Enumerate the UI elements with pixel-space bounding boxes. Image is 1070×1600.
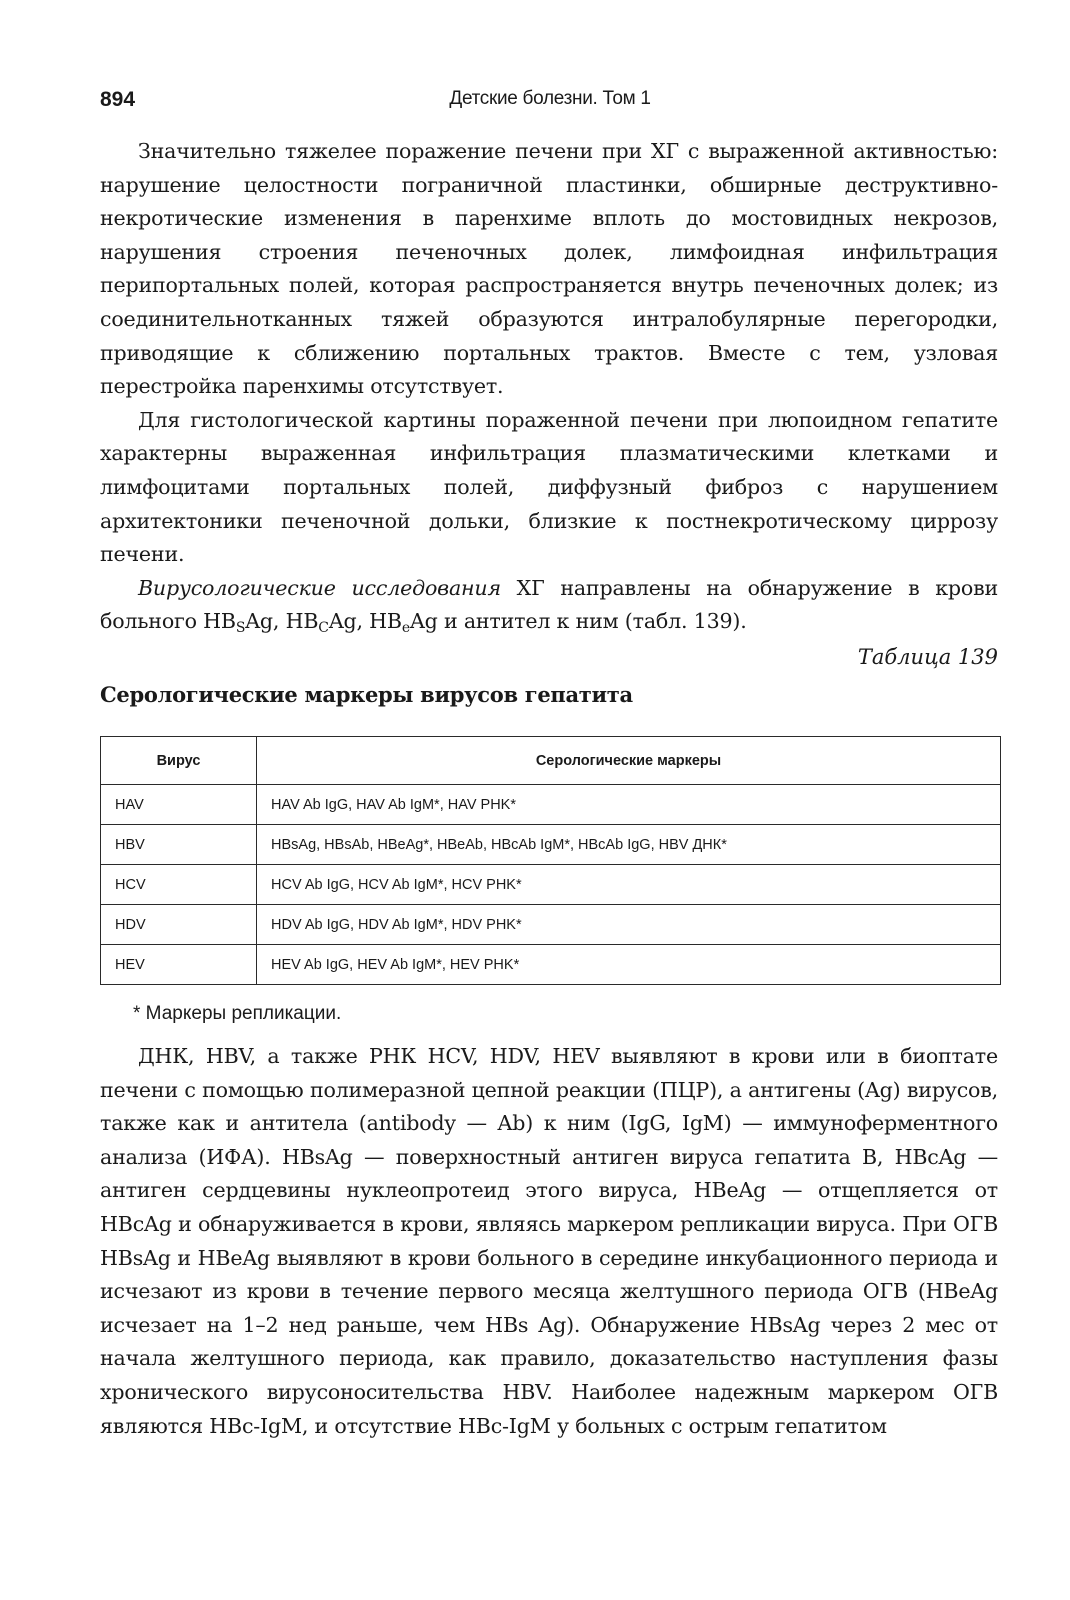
virus-cell: HAV bbox=[101, 785, 257, 825]
virology-text-4: Ag и антител к ним (табл. 139). bbox=[409, 609, 747, 634]
text-block-top bbox=[100, 135, 998, 639]
running-title: Детские болезни. Том 1 bbox=[449, 88, 651, 109]
virology-sub-e: e bbox=[401, 620, 410, 637]
table-label: Таблица 139 bbox=[857, 645, 998, 669]
table-header-row bbox=[101, 737, 1001, 785]
page-number: 894 bbox=[100, 88, 136, 111]
table-row bbox=[101, 865, 1001, 905]
markers-cell: HCV Ab IgG, HCV Ab IgM*, HCV PHK* bbox=[257, 865, 1001, 905]
markers-cell: HBsAg, HBsAb, HBeAg*, HBeAb, HBcAb IgM*, HBcAb IgG, HBV ДНК* bbox=[257, 825, 1001, 865]
virus-cell: HEV bbox=[101, 945, 257, 985]
virus-cell: HDV bbox=[101, 905, 257, 945]
table-title: Серологические маркеры вирусов гепатита bbox=[100, 682, 633, 707]
markers-cell: HAV Ab IgG, HAV Ab IgM*, HAV PHK* bbox=[257, 785, 1001, 825]
virology-italic-lead: Вирусологические исследования bbox=[138, 575, 501, 600]
virology-sub-s: S bbox=[235, 620, 246, 637]
virology-sub-c: C bbox=[318, 620, 329, 637]
page-header bbox=[100, 88, 1000, 118]
table-row bbox=[101, 825, 1001, 865]
table-row bbox=[101, 905, 1001, 945]
text-block-bottom bbox=[100, 1040, 998, 1443]
paragraph-chronic-hepatitis: Значительно тяжелее поражение печени при ХГ с выраженной активностью: нарушение целостности пограничной пластинки, обширные деструктивно-некротические изменения в паренхиме вплоть до мостовидных некрозов, нарушения строения печеночных долек, лимфоидная инфильтрация перипортальных полей, которая распространяется внутрь печеночных долек; из соединительнотканных тяжей образуются интралобулярные перегородки, приводящие к сближению портальных трактов. Вместе с тем, узловая перестройка паренхимы отсутствует. bbox=[100, 139, 998, 399]
markers-cell: HDV Ab IgG, HDV Ab IgM*, HDV PHK* bbox=[257, 905, 1001, 945]
paragraph-lupoid-hepatitis: Для гистологической картины пораженной печени при люпоидном гепатите характерны выраженная инфильтрация плазматическими клетками и лимфоцитами портальных полей, диффузный фиброз с нарушением архитектоники печеночной дольки, близкие к постнекротическому циррозу печени. bbox=[100, 407, 998, 567]
header-markers: Серологические маркеры bbox=[257, 737, 1001, 785]
paragraph-pcr-diagnostics: ДНК, HBV, а также РНК HCV, HDV, HEV выявляют в крови или в биоптате печени с помощью полимеразной цепной реакции (ПЦР), а антигены (Ag) вирусов, также как и антитела (antibody — Ab) к ним (IgG, IgM) — иммуноферментного анализа (ИФА). HBsAg — поверхностный антиген вируса гепатита В, HBcAg — антиген сердцевины нуклеопротеид этого вируса, HBeAg — отщепляется от HBcAg и обнаруживается в крови, являясь маркером репликации вируса. При ОГВ HBsAg и HBeAg выявляют в крови больного в середине инкубационного периода и исчезают из крови в течение первого месяца желтушного периода ОГВ (HBeAg исчезает на 1–2 нед раньше, чем HBs Ag). Обнаружение HBsAg через 2 мес от начала желтушного периода, как правило, доказательство наступления фазы хронического вирусоносительства HBV. Наиболее надежным маркером ОГВ являются HBc-IgM, и отсутствие HBc-IgM у больных с острым гепатитом bbox=[100, 1044, 998, 1438]
virology-text-3: Ag, HB bbox=[328, 609, 402, 634]
virology-text-1: ХГ направлены на обнаружение в крови больного HB bbox=[100, 575, 998, 634]
virology-text-2: Ag, HB bbox=[245, 609, 319, 634]
serology-markers-table bbox=[100, 736, 1001, 985]
table-footnote: * Маркеры репликации. bbox=[133, 1003, 342, 1024]
header-virus: Вирус bbox=[101, 737, 257, 785]
virus-cell: HBV bbox=[101, 825, 257, 865]
table-row bbox=[101, 785, 1001, 825]
virus-cell: HCV bbox=[101, 865, 257, 905]
paragraph-virology bbox=[100, 572, 998, 639]
markers-cell: HEV Ab IgG, HEV Ab IgM*, HEV PHK* bbox=[257, 945, 1001, 985]
table-row bbox=[101, 945, 1001, 985]
